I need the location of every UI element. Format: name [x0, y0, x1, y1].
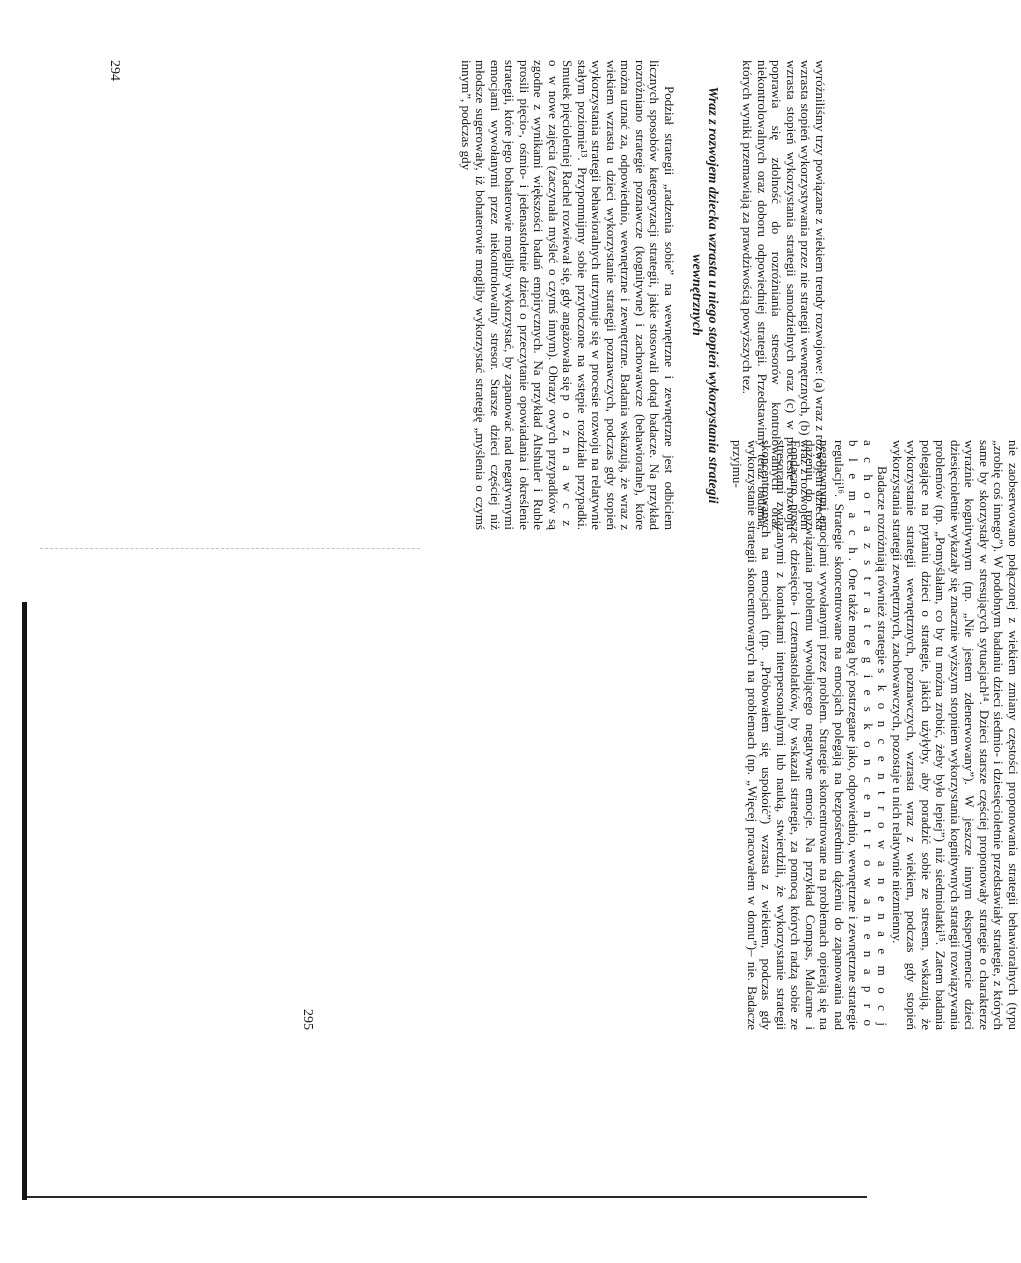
body-text: Podział strategii „radzenia sobie” na wewnętrzne i zewnętrzne jest odbiciem licznych sposobów kategoryzacji strategii, jakie stosowali dotąd badacze. Na przykład rozróżniano strategie poznawcze (kognitywne) i zachowawcze (behawioralne), które można uznać za, odpowiednio, wewnętrzne i zewnętrzne. Badania wskazują, że wraz z wiekiem wzrasta u dzieci wykorzystanie strategii poznawczych, podczas gdy stopień wykorzystania strategii behawioralnych utrzymuje się w procesie rozwoju na relatywnie stałym poziomie¹³. Przypomnijmy sobie przytoczone na wstępie rozdziału przypadki. Smutek pięcioletniej Rachel rozwiewał się, gdy angażowała się	[560, 60, 677, 530]
paragraph-2	[730, 440, 890, 1030]
paragraph-1: nie zaobserwowano połączonej z wiekiem zmiany częstości proponowania strategii behawioralnych (typu „zrobię coś innego”). W podobnym badaniu dzieci siedmio- i dziesięcioletnie przedstawiały strategie, z których same by skorzystały w stresujących sytuacjach¹⁴. Dzieci starsze częściej proponowały strategie o charakterze wyraźnie kognitywnym (np. „Nie jestem zdenerwowany”). W jeszcze innym eksperymencie dzieci dziesięcioletnie wykazały się znacznie wyższym stopniem wykorzystania kognitywnych strategii rozwiązywania problemów (np. „Pomyślałam, co by tu można zrobić, żeby było lepiej”) niż siedmiolatki¹⁵. Zatem badania polegające na pytaniu dzieci o strategie, jakich użyłyby, aby poradzić sobie ze stresem, wskazują, że wykorzystanie strategii wewnętrznych, poznawczych, wzrasta wraz z wiekiem, podczas gdy stopień wykorzystania strategii zewnętrznych, zachowawczych, pozostaje u nich relatywnie niezmienny.	[890, 440, 1021, 1030]
page-edge-line	[27, 1196, 867, 1198]
spaced-term: p o z n a w c z o	[546, 60, 576, 531]
paragraph-2-start: Badacze rozróżniają również strategie	[875, 466, 891, 665]
intro-paragraph: wyróżniliśmy trzy powiązane z wiekiem trendy rozwojowe: (a) wraz z rozwojem dziecka wzrasta stopień wykorzystywania przez nie strategii wewnętrznych, (b) wraz z rozwojem wzrasta stopień wykorzystania strategii samodzielnych oraz (c) w procesie rozwoju poprawia się zdolność do rozróżniania stresorów kontrolowalnych oraz niekontrolowalnych oraz doboru odpowiedniej strategii. Przedstawimy teraz badania, których wyniki przemawiają za prawdziwością powyższych tez.	[740, 60, 828, 530]
page-number: 294	[107, 60, 123, 81]
page-number: 295	[300, 1009, 316, 1030]
binding-edge	[22, 602, 27, 1200]
spaced-terms: s k o n c e n t r o w a n e n a e m o c j a c h o r a z s t r a t e g i e s k o n c e n t r o w a n e n a p r o b l e m a c h.	[846, 440, 891, 1030]
page-295	[300, 440, 1021, 1030]
body-text-2: w nowe zajęcia (zaczynała myśleć o czymś innym). Obrazy owych przypadków są zgodne z wynikami większości badań empirycznych. Na przykład Altshuler i Ruble prosili pięcio-, ośmio- i jedenastoletnie dzieci o przeczytanie opowiadania i określenie strategii, które jego bohaterowie mogliby wykorzystać, by zapanować nad negatywnymi emocjami wywołanymi przez niekontrolowalny stresor. Starsze dzieci częściej niż młodsze sugerowały, iż bohaterowie mogliby wykorzystać strategię „myślenia o czymś innym”, podczas gdy	[459, 60, 561, 530]
section-heading: Wraz z rozwojem dziecka wzrasta u niego stopień wykorzystania strategii wewnętrznych	[689, 86, 720, 504]
paragraph-2-rest: One także mogą być postrzegane jako, odpowiednio, wewnętrzne i zewnętrzne strategie regulacji¹⁶. Strategie skoncentrowane na emocjach polegają na bezpośrednim dążeniu do zapanowania nad negatywnymi emocjami wywołanymi przez problem. Strategie skoncentrowane na problemach opierają się na dążeniu do rozwiązania problemu wywołującego negatywne emocje. Na przykład Compas, Malcarne i Fondacaro, prosząc dziesięcio- i czternastolatków, by wskazali strategie, za pomocą których radzą sobie ze stresorami związanymi z kontaktami interpersonalnymi lub nauką, stwierdzili, że wykorzystanie strategii skoncentrowanych na emocjach (np. „Próbowałem się uspokoić”) wzrasta z wiekiem, podczas gdy wykorzystanie strategii skoncentrowanych na problemach (np. „Więcej pracowałem w domu”)– nie. Badacze przyjmu-	[730, 440, 862, 1030]
